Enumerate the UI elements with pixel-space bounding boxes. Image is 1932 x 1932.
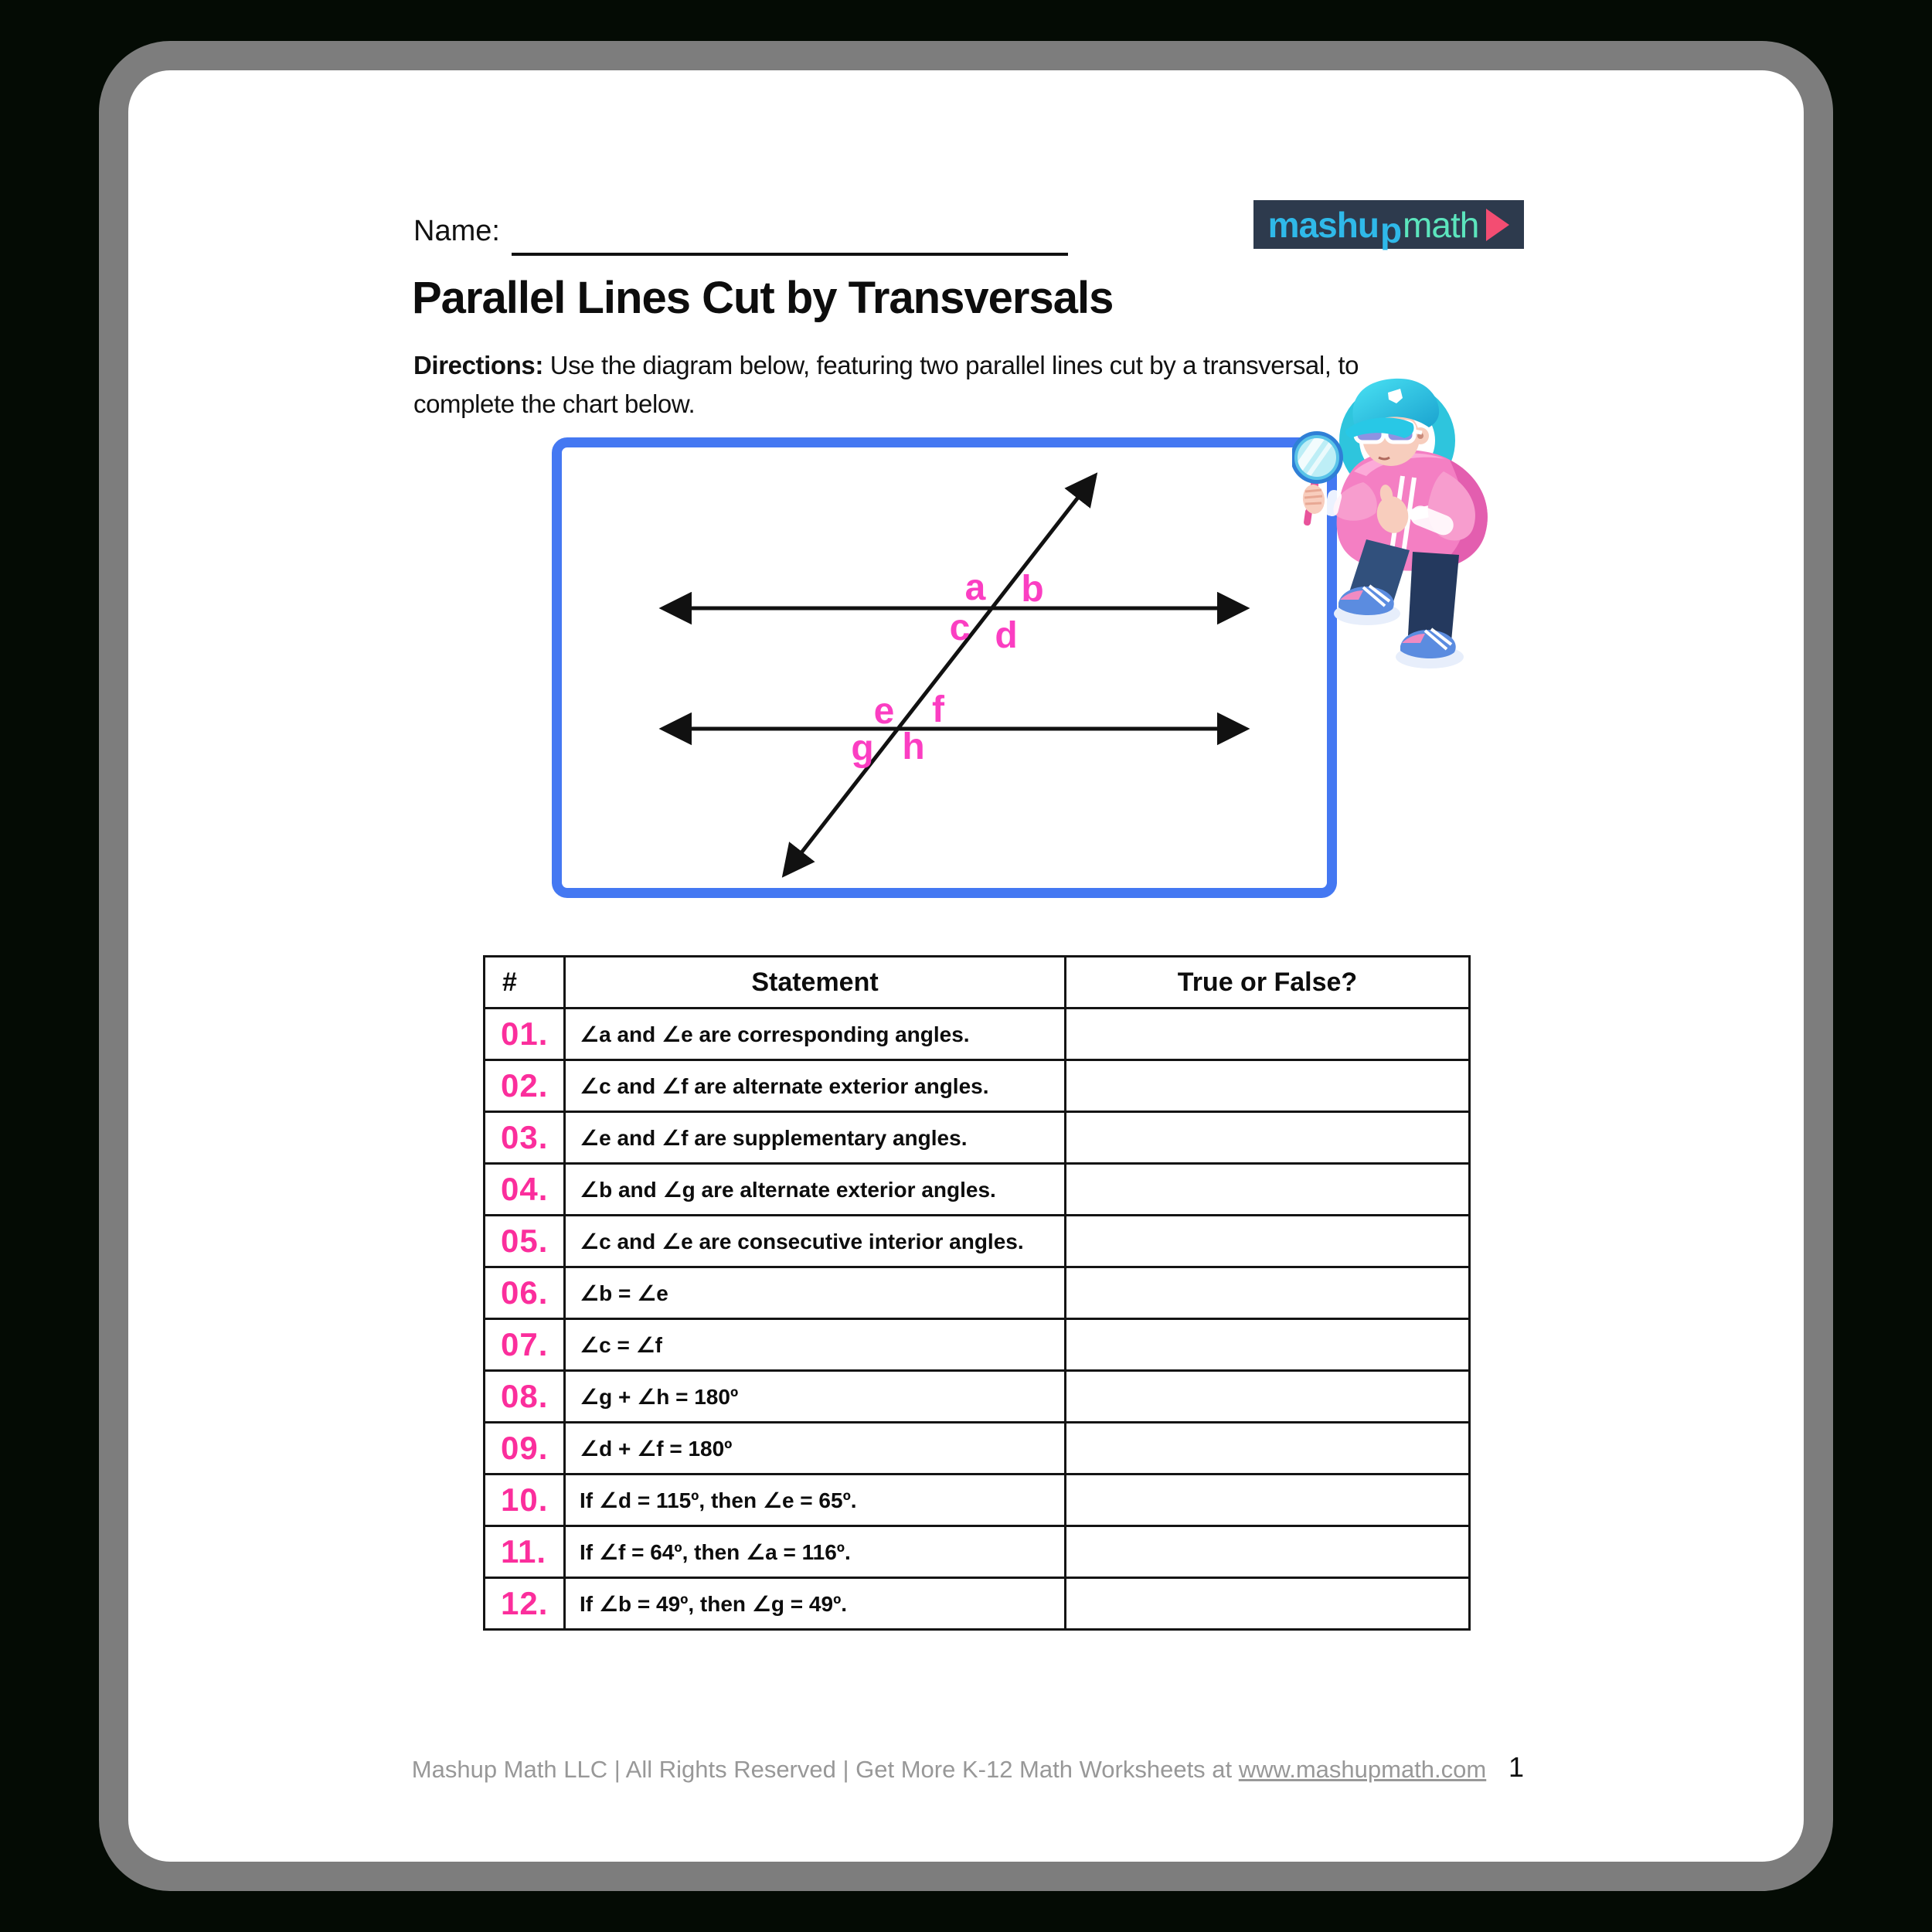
angle-label-e: e: [873, 691, 895, 732]
table-row: [485, 1423, 1470, 1475]
jeans-right-leg: [1408, 552, 1459, 641]
angle-label-a: a: [964, 567, 986, 608]
name-blank-line[interactable]: [512, 253, 1068, 256]
true-false-answer-cell[interactable]: [1066, 1319, 1470, 1371]
angle-label-d: d: [995, 615, 1018, 656]
row-number: 07.: [485, 1319, 565, 1371]
true-false-answer-cell[interactable]: [1066, 1475, 1470, 1526]
angle-label-g: g: [851, 728, 874, 769]
true-false-answer-cell[interactable]: [1066, 1164, 1470, 1216]
row-number: 06.: [485, 1267, 565, 1319]
true-false-answer-cell[interactable]: [1066, 1267, 1470, 1319]
row-statement: ∠g + ∠h = 180º: [565, 1371, 1066, 1423]
table-row: [485, 1112, 1470, 1164]
directions-text: [413, 346, 1441, 423]
column-header-statement: Statement: [565, 957, 1066, 1009]
name-label: Name:: [413, 215, 500, 247]
directions-body: Use the diagram below, featuring two parallel lines cut by a transversal, to complete the chart below.: [413, 351, 1359, 419]
angle-label-f: f: [932, 689, 944, 730]
row-number: 12.: [485, 1578, 565, 1630]
row-number: 11.: [485, 1526, 565, 1578]
row-statement: ∠c and ∠e are consecutive interior angles.: [565, 1216, 1066, 1267]
table-row: [485, 1009, 1470, 1060]
column-header-true-false: True or False?: [1066, 957, 1470, 1009]
directions-label: Directions:: [413, 351, 543, 379]
row-number: 04.: [485, 1164, 565, 1216]
footer-text: Mashup Math LLC | All Rights Reserved | Get More K-12 Math Worksheets at: [411, 1756, 1239, 1783]
footer: [315, 1756, 1583, 1784]
true-false-answer-cell[interactable]: [1066, 1371, 1470, 1423]
row-statement: ∠b and ∠g are alternate exterior angles.: [565, 1164, 1066, 1216]
parallel-lines-diagram: [552, 437, 1337, 898]
row-number: 01.: [485, 1009, 565, 1060]
angle-label-c: c: [949, 607, 971, 648]
true-false-answer-cell[interactable]: [1066, 1423, 1470, 1475]
transversal-line: [786, 478, 1094, 872]
row-statement: If ∠b = 49º, then ∠g = 49º.: [565, 1578, 1066, 1630]
right-shoe: [1396, 629, 1464, 668]
table-row: [485, 1371, 1470, 1423]
character-illustration: [1292, 362, 1539, 686]
table-row: [485, 1216, 1470, 1267]
row-statement: ∠c and ∠f are alternate exterior angles.: [565, 1060, 1066, 1112]
true-false-answer-cell[interactable]: [1066, 1009, 1470, 1060]
table-row: [485, 1526, 1470, 1578]
row-statement: ∠a and ∠e are corresponding angles.: [565, 1009, 1066, 1060]
table-header-row: [485, 957, 1470, 1009]
true-false-answer-cell[interactable]: [1066, 1578, 1470, 1630]
table-row: [485, 1578, 1470, 1630]
page-title: Parallel Lines Cut by Transversals: [412, 273, 1114, 323]
table-row: [485, 1319, 1470, 1371]
table-row: [485, 1060, 1470, 1112]
row-statement: ∠d + ∠f = 180º: [565, 1423, 1066, 1475]
row-number: 08.: [485, 1371, 565, 1423]
row-number: 02.: [485, 1060, 565, 1112]
row-statement: ∠b = ∠e: [565, 1267, 1066, 1319]
true-false-answer-cell[interactable]: [1066, 1060, 1470, 1112]
page-number: 1: [1509, 1751, 1525, 1783]
logo-text-math: math: [1403, 204, 1479, 245]
row-number: 03.: [485, 1112, 565, 1164]
row-statement: If ∠f = 64º, then ∠a = 116º.: [565, 1526, 1066, 1578]
table-row: [485, 1164, 1470, 1216]
logo-text-p: p: [1379, 209, 1402, 250]
row-statement: ∠e and ∠f are supplementary angles.: [565, 1112, 1066, 1164]
mashupmath-logo: [1253, 200, 1524, 249]
angle-label-h: h: [902, 726, 925, 767]
true-false-answer-cell[interactable]: [1066, 1526, 1470, 1578]
row-number: 09.: [485, 1423, 565, 1475]
play-triangle-icon: [1486, 209, 1509, 241]
row-statement: ∠c = ∠f: [565, 1319, 1066, 1371]
column-header-number: #: [485, 957, 565, 1009]
table-row: [485, 1267, 1470, 1319]
row-statement: If ∠d = 115º, then ∠e = 65º.: [565, 1475, 1066, 1526]
footer-link[interactable]: www.mashupmath.com: [1238, 1756, 1487, 1783]
row-number: 10.: [485, 1475, 565, 1526]
angle-label-b: b: [1021, 569, 1044, 610]
statements-table: [483, 955, 1471, 1631]
true-false-answer-cell[interactable]: [1066, 1216, 1470, 1267]
row-number: 05.: [485, 1216, 565, 1267]
true-false-answer-cell[interactable]: [1066, 1112, 1470, 1164]
table-row: [485, 1475, 1470, 1526]
logo-text-mashup: mashu: [1267, 204, 1379, 245]
